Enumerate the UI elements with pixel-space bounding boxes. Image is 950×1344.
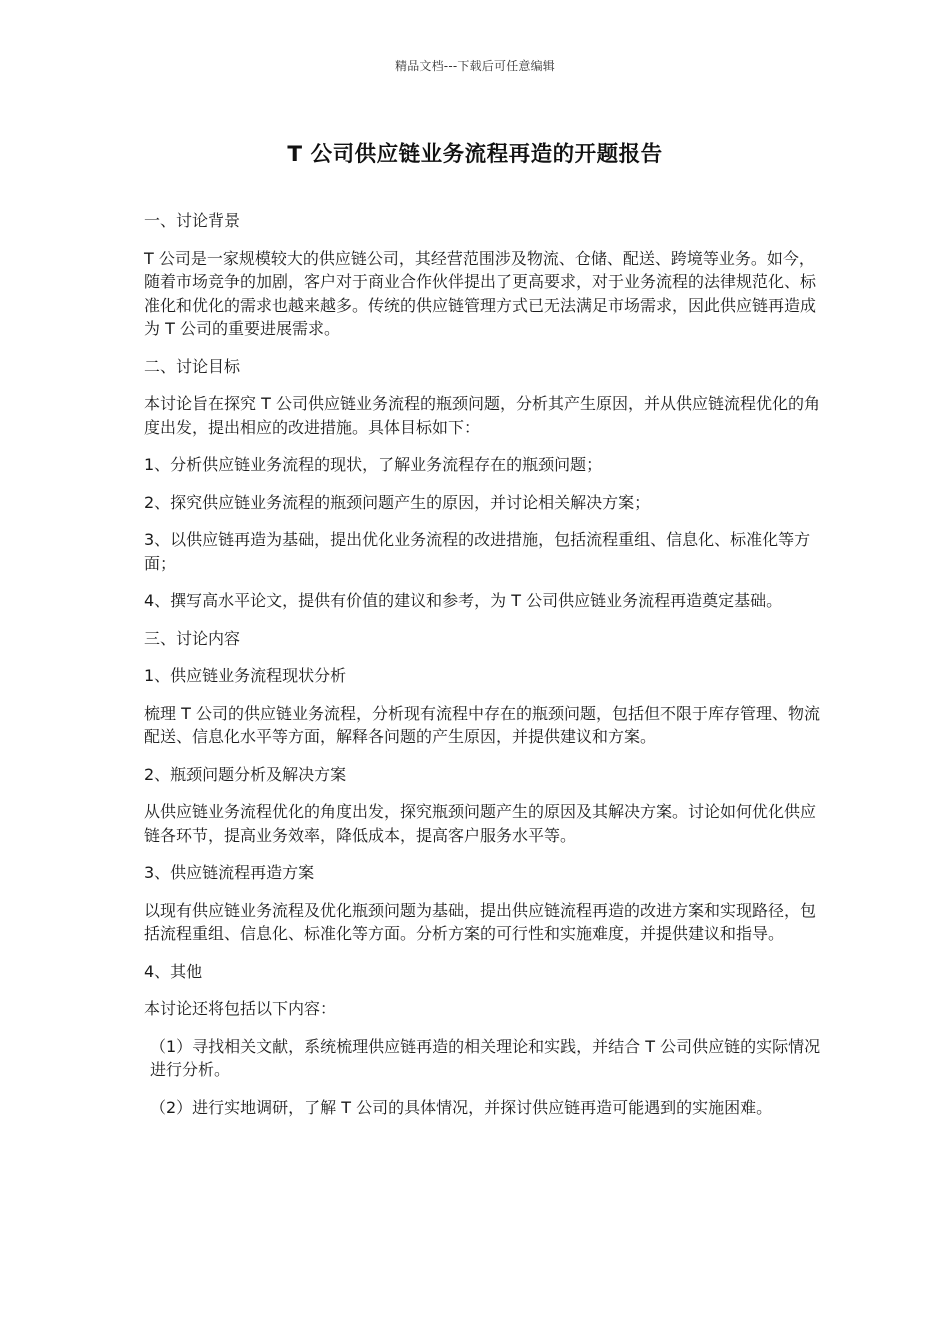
paragraph-other-intro: 本讨论还将包括以下内容： xyxy=(144,999,337,1018)
section-heading-objectives: 二、讨论目标 xyxy=(144,356,241,376)
paragraph-bottleneck: 从供应链业务流程优化的角度出发，探究瓶颈问题产生的原因及其解决方案。讨论如何优化供应链各环节，提高业务效率，降低成本，提高客户服务水平等。 xyxy=(144,802,817,845)
section-heading-content: 三、讨论内容 xyxy=(144,628,241,648)
paragraph-background: T 公司是一家规模较大的供应链公司，其经营范围涉及物流、仓储、配送、跨境等业务。如今，随着市场竞争的加剧，客户对于商业合作伙伴提出了更高要求，对于业务流程的法律规范化、标准化和优化的需求也越来越多。传统的供应链管理方式已无法满足市场需求，因此供应链再造成为 T 公司的重要进展需求。 xyxy=(144,248,817,338)
objective-item-4: 4、撰写高水平论文，提供有价值的建议和参考，为 T 公司供应链业务流程再造奠定基础。 xyxy=(144,591,783,610)
other-item-2: （2）进行实地调研，了解 T 公司的具体情况，并探讨供应链再造可能遇到的实施困难。 xyxy=(150,1097,773,1117)
subheading-current-analysis: 1、供应链业务流程现状分析 xyxy=(144,666,347,685)
paragraph-reengineering-plan: 以现有供应链业务流程及优化瓶颈问题为基础，提出供应链流程再造的改进方案和实现路径，包括流程重组、信息化、标准化等方面。分析方案的可行性和实施难度，并提供建议和指导。 xyxy=(144,900,817,943)
other-item-1: （1）寻找相关文献，系统梳理供应链再造的相关理论和实践，并结合 T 公司供应链的实际情况进行分析。 xyxy=(150,1036,821,1079)
header-note: 精品文档---下载后可任意编辑 xyxy=(395,59,555,73)
objective-item-1: 1、分析供应链业务流程的现状，了解业务流程存在的瓶颈问题； xyxy=(144,455,603,474)
objective-item-2: 2、探究供应链业务流程的瓶颈问题产生的原因，并讨论相关解决方案； xyxy=(144,492,651,512)
subheading-bottleneck: 2、瓶颈问题分析及解决方案 xyxy=(144,764,347,784)
paragraph-current-analysis: 梳理 T 公司的供应链业务流程，分析现有流程中存在的瓶颈问题，包括但不限于库存管理、物流配送、信息化水平等方面，解释各问题的产生原因，并提供建议和方案。 xyxy=(144,703,820,746)
objective-item-3: 3、以供应链再造为基础，提出优化业务流程的改进措施，包括流程重组、信息化、标准化等方面； xyxy=(144,530,811,573)
subheading-other: 4、其他 xyxy=(144,961,203,981)
document-body xyxy=(144,209,824,1133)
section-heading-background: 一、讨论背景 xyxy=(144,211,241,230)
paragraph-objectives-intro: 本讨论旨在探究 T 公司供应链业务流程的瓶颈问题，分析其产生原因，并从供应链流程优化的角度出发，提出相应的改进措施。具体目标如下： xyxy=(144,394,820,437)
subheading-reengineering-plan: 3、供应链流程再造方案 xyxy=(144,863,315,882)
document-title: T 公司供应链业务流程再造的开题报告 xyxy=(287,142,663,167)
